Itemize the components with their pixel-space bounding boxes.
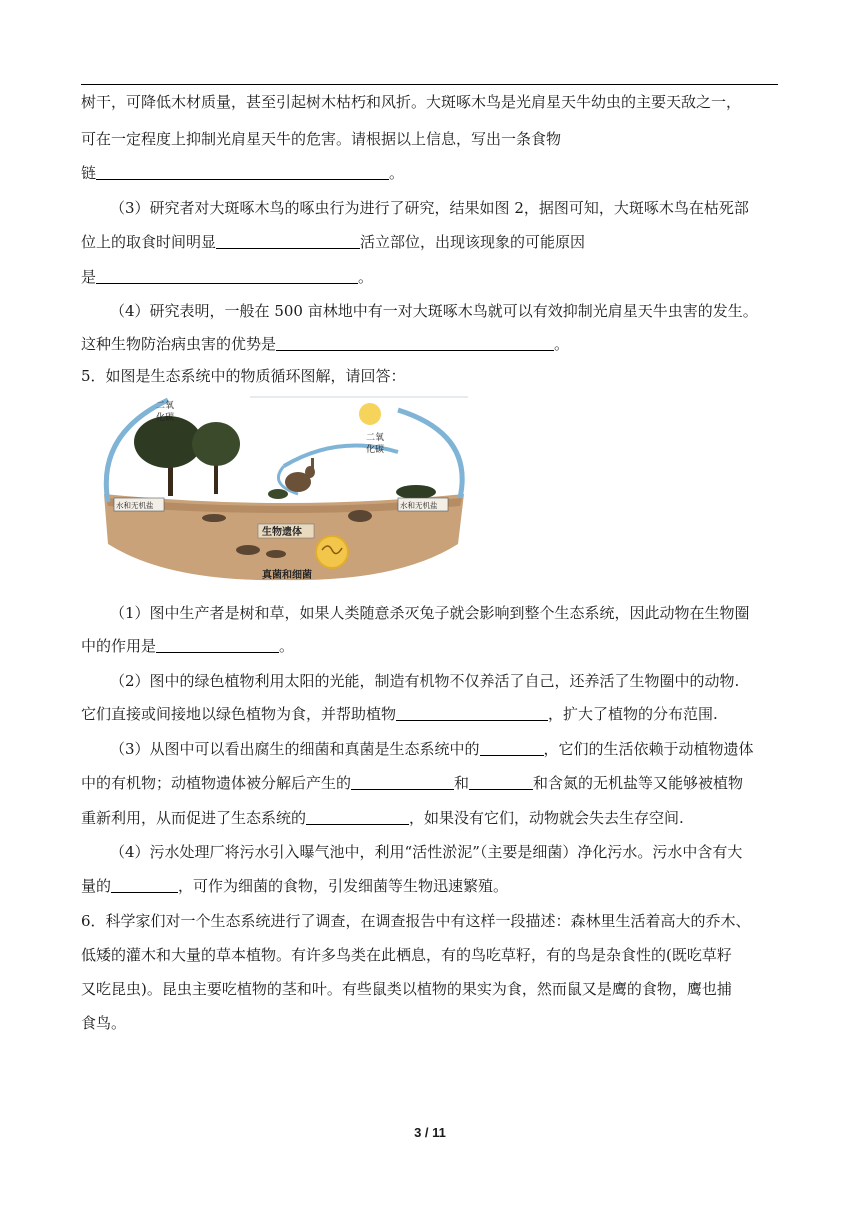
- text-line: 中的有机物；动植物遗体被分解后产生的 和 和含氮的无机盐等又能够被植物: [81, 774, 744, 792]
- question-6: 6．科学家们对一个生态系统进行了调查，在调查报告中有这样一段描述：森林里生活着高大的乔木、: [81, 912, 751, 930]
- answer-blank[interactable]: [276, 334, 554, 351]
- text-line: 量的 ，可作为细菌的食物，引发细菌等生物迅速繁殖。: [81, 877, 509, 895]
- text-line: 位上的取食时间明显 活立部位，出现该现象的可能原因: [81, 233, 586, 251]
- text-line: 重新利用，从而促进了生态系统的 ，如果没有它们，动物就会失去生存空间.: [81, 809, 684, 827]
- answer-blank[interactable]: [96, 163, 389, 180]
- co2-label: 二氧: [366, 433, 385, 443]
- sun-icon: [359, 403, 381, 425]
- text-line: 食鸟。: [81, 1014, 127, 1032]
- page-number: 3 / 11: [414, 1125, 446, 1140]
- remains-label: 生物遗体: [262, 527, 302, 538]
- text-line: 链 。: [81, 164, 405, 182]
- tree-icon: [134, 416, 202, 468]
- answer-blank[interactable]: [156, 636, 279, 653]
- answer-blank[interactable]: [351, 773, 454, 790]
- text-line: 低矮的灌木和大量的草本植物。有许多鸟类在此栖息，有的鸟吃草籽，有的鸟是杂食性的(既吃草籽: [81, 946, 732, 964]
- answer-blank[interactable]: [396, 704, 548, 721]
- answer-blank[interactable]: [111, 876, 178, 893]
- text-line: 又吃昆虫)。昆虫主要吃植物的茎和叶。有些鼠类以植物的果实为食，然而鼠又是鹰的食物，鹰也捕: [81, 980, 732, 998]
- text-line: 是 。: [81, 268, 374, 286]
- question-5-title: 5．如图是生态系统中的物质循环图解，请回答：: [81, 367, 406, 385]
- water-salt-label: 水和无机盐: [116, 501, 154, 510]
- text-line: 可在一定程度上抑制光肩星天牛的危害。请根据以上信息，写出一条食物: [81, 130, 562, 148]
- text-line: 这种生物防治病虫害的优势是 。: [81, 335, 570, 353]
- co2-label: 二氧: [156, 401, 175, 411]
- tree-icon: [192, 422, 240, 466]
- answer-blank[interactable]: [216, 232, 360, 249]
- q5-part-2: （2）图中的绿色植物利用太阳的光能，制造有机物不仅养活了自己，还养活了生物圈中的动物.: [110, 672, 740, 690]
- material-cycle-figure: [98, 394, 470, 584]
- question-3: （3）研究者对大斑啄木鸟的啄虫行为进行了研究，结果如图 2，据图可知，大斑啄木鸟在枯死部: [110, 199, 749, 217]
- q5-part-4: （4）污水处理厂将污水引入曝气池中，利用“活性淤泥”（主要是细菌）净化污水。污水中含有大: [110, 843, 743, 861]
- fungi-bacteria-label: 真菌和细菌: [262, 570, 312, 581]
- question-4: （4）研究表明，一般在 500 亩林地中有一对大斑啄木鸟就可以有效抑制光肩星天牛虫害的发生。: [110, 302, 758, 320]
- q5-part-1: （1）图中生产者是树和草，如果人类随意杀灭兔子就会影响到整个生态系统，因此动物在生物圈: [110, 604, 750, 622]
- answer-blank[interactable]: [96, 267, 358, 284]
- water-salt-label: 水和无机盐: [400, 501, 438, 510]
- header-rule: [81, 84, 778, 85]
- bacteria-icon: [316, 536, 348, 568]
- text-line: 它们直接或间接地以绿色植物为食，并帮助植物 ，扩大了植物的分布范围.: [81, 705, 718, 723]
- q5-part-3: （3）从图中可以看出腐生的细菌和真菌是生态系统中的 ，它们的生活依赖于动植物遗体: [110, 740, 754, 758]
- answer-blank[interactable]: [306, 808, 409, 825]
- answer-blank[interactable]: [480, 739, 544, 756]
- co2-label: 化碳: [366, 445, 385, 455]
- text-line: 树干，可降低木材质量，甚至引起树木枯朽和风折。大斑啄木鸟是光肩星天牛幼虫的主要天敌之一，: [81, 93, 742, 111]
- text-line: 中的作用是 。: [81, 637, 295, 655]
- answer-blank[interactable]: [469, 773, 533, 790]
- co2-label: 化碳: [156, 413, 175, 423]
